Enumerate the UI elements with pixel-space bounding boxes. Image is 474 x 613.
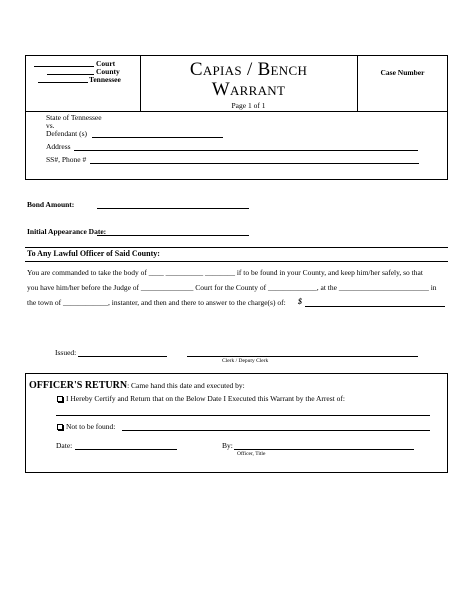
address-field[interactable] (74, 150, 418, 151)
command-text-line1: You are commanded to take the body of ____ __________ ________ if to be found in your County, and keep him/her safely, so that (27, 268, 423, 277)
address-label: Address (46, 142, 71, 151)
bond-amount-label: Bond Amount: (27, 200, 75, 209)
case-number-label: Case Number (380, 68, 425, 77)
charges-field[interactable] (305, 306, 445, 307)
command-text-line2: you have him/her before the Judge of ______________ Court for the County of _____________, at the ________________________ in (27, 283, 437, 292)
bond-amount-field[interactable] (97, 208, 249, 209)
page-indicator: Page 1 of 1 (231, 101, 266, 110)
by-label: By: (222, 441, 233, 450)
state-of-tennessee: State of Tennessee (46, 113, 102, 122)
tennessee-label: Tennessee (89, 75, 121, 84)
officer-heading-bottom-rule (25, 261, 448, 262)
court-label: Court (96, 59, 116, 68)
initial-appearance-field[interactable] (97, 235, 249, 236)
issued-date-field[interactable] (78, 356, 167, 357)
not-found-field[interactable] (122, 430, 430, 431)
tennessee-line (38, 82, 88, 83)
clerk-signature-line[interactable] (187, 356, 418, 357)
initial-appearance-label: Initial Appearance Date: (27, 227, 107, 236)
form-title-line1: Capias / Bench (189, 59, 308, 80)
date-label: Date: (56, 441, 73, 450)
officer-heading-top-rule (25, 247, 448, 248)
county-label: County (96, 67, 120, 76)
return-date-field[interactable] (75, 449, 177, 450)
officers-return-title: OFFICER'S RETURN (29, 380, 128, 391)
header-row-divider (25, 111, 448, 112)
form-title-line2: Warrant (211, 79, 286, 100)
officer-title-label: Officer, Title (237, 451, 266, 457)
clerk-label: Clerk / Deputy Clerk (222, 358, 269, 364)
arrest-of-field[interactable] (56, 415, 430, 416)
officer-heading: To Any Lawful Officer of Said County: (27, 249, 160, 258)
ssn-phone-field[interactable] (90, 163, 419, 164)
officers-return-heading (29, 375, 245, 393)
not-found-label: Not to be found: (66, 422, 116, 431)
county-name-line (47, 74, 94, 75)
certify-checkbox[interactable] (57, 396, 63, 402)
officer-signature-field[interactable] (234, 449, 414, 450)
versus-label: vs. (46, 121, 55, 130)
certify-label: I Hereby Certify and Return that on the Below Date I Executed this Warrant by the Arrest of: (66, 394, 345, 403)
ssn-phone-label: SS#, Phone # (46, 155, 87, 164)
defendant-label: Defendant (s) (46, 129, 88, 138)
issued-label: Issued: (55, 348, 77, 357)
court-name-line (34, 66, 94, 67)
not-found-checkbox[interactable] (57, 424, 63, 430)
officers-return-subtitle: : Came hand this date and executed by: (127, 381, 245, 390)
header-divider-right (357, 55, 358, 112)
command-text-line3: the town of ____________, instanter, and then and there to answer to the charge(s) of: (27, 298, 286, 307)
defendant-field[interactable] (92, 137, 223, 138)
charge-dollar-symbol: $ (298, 297, 302, 306)
